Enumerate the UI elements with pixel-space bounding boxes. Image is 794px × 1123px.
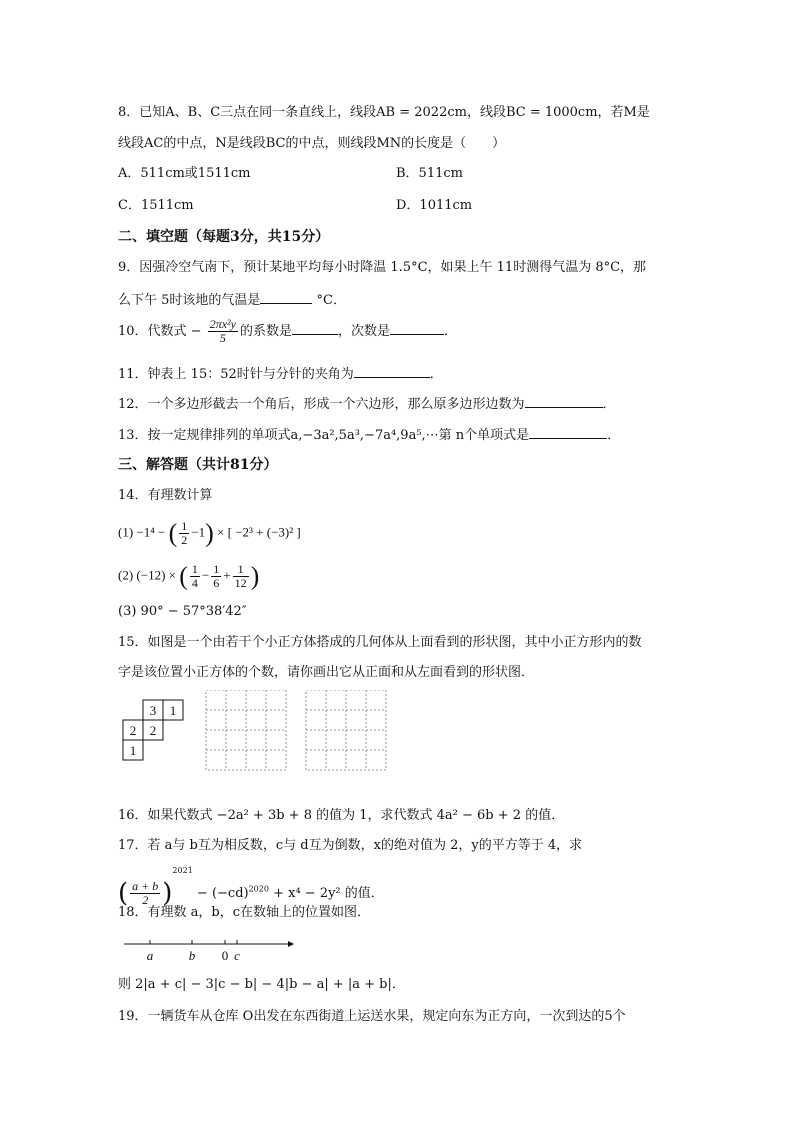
q14-part2: (2) (−12) × ( $\frac{1}{4}$ − $\frac{1}{6}$ + $\frac{1}{12}$ ) xyxy=(118,561,260,591)
q8-option-c: C．1511cm xyxy=(118,198,194,213)
section-2-title: 二、填空题（每题3分，共15分） xyxy=(118,229,330,245)
q16-line: 16．如果代数式 −2a² + 3b + 8 的值为 1，求代数式 4a² − 6b + 2 的值． xyxy=(118,808,565,823)
q17-fraction xyxy=(130,880,160,907)
q13-text: 13．按一定规律排列的单项式a,−3a²,5a³,−7a⁴,9a⁵,⋯第 n个单项式是 xyxy=(118,428,530,443)
q10-end: ． xyxy=(444,324,458,339)
q9-line2-text: 么下午 5时该地的气温是 xyxy=(118,293,261,308)
q8-line2: 线段AC的中点，N是线段BC的中点，则线段MN的长度是（ ） xyxy=(118,136,506,151)
q15-answer-grid-left[interactable] xyxy=(306,690,386,770)
q14-part2-a: (2) (−12) × xyxy=(118,567,176,583)
q10-denominator: 5 xyxy=(219,331,226,345)
q12-end: ． xyxy=(602,397,616,412)
q14-part1-a: (1) −1⁴ − xyxy=(118,524,166,540)
q13-end: ． xyxy=(607,428,621,443)
q10-numerator: 2πx²y xyxy=(209,317,236,331)
q15-cell-3: 2 xyxy=(129,723,137,738)
q15-figures xyxy=(110,690,410,774)
q12-line xyxy=(118,394,616,414)
q18-number-line xyxy=(118,934,298,966)
q17-den: 2 xyxy=(142,893,149,907)
q17-line1: 17．若 a与 b互为相反数，c与 d互为倒数，x的绝对值为 2，y的平方等于 4，求 xyxy=(118,838,583,853)
q15-answer-grid-front[interactable] xyxy=(206,690,286,770)
q8-option-b: B．511cm xyxy=(396,166,463,181)
arrow-right-icon xyxy=(288,941,294,947)
q9-answer-blank[interactable] xyxy=(260,290,312,304)
q17-expression: ( $\frac{a + b}{2}$ )$^{2021} - (-cd)^{2020} + x^4 - 2y^2$ 的值． xyxy=(118,866,384,909)
q11-end: ． xyxy=(429,367,443,382)
q10-blank-coefficient[interactable] xyxy=(292,321,338,335)
q9-line2 xyxy=(118,290,346,310)
q14-part3: (3) 90° − 57°38′42″ xyxy=(118,604,247,619)
q14-part1-fraction xyxy=(179,520,189,547)
q14-part1-c: × [ −2³ + (−3)² ] xyxy=(217,524,301,540)
q14-title: 14．有理数计算 xyxy=(118,488,213,503)
q12-answer-blank[interactable] xyxy=(525,394,603,408)
q10-blank-degree[interactable] xyxy=(390,321,444,335)
q10-prefix: 10．代数式 − xyxy=(118,324,202,339)
q10-fraction xyxy=(208,318,238,345)
q14-part1-den: 2 xyxy=(181,533,188,547)
q18-line1: 18．有理数 a，b，c在数轴上的位置如图． xyxy=(118,905,371,920)
q10-mid: 的系数是 xyxy=(239,324,292,339)
q15-line1: 15．如图是一个由若干个小正方体搭成的几何体从上面看到的形状图，其中小正方形内的数 xyxy=(118,635,642,650)
q17-rest: − (−cd) xyxy=(196,886,249,901)
q18-label-0: 0 xyxy=(221,948,229,963)
q18-label-c: c xyxy=(234,948,240,963)
q12-text: 12．一个多边形截去一个角后，形成一个六边形，那么原多边形边数为 xyxy=(118,397,525,412)
q11-text: 11．钟表上 15：52时针与分针的夹角为 xyxy=(118,367,354,382)
q8-option-a: A．511cm或1511cm xyxy=(118,166,251,181)
q17-rest2: + x⁴ − 2y² 的值． xyxy=(273,886,384,901)
q13-line xyxy=(118,425,620,445)
q11-line xyxy=(118,364,443,384)
q10-line xyxy=(118,318,457,345)
q14-part1-b: −1 xyxy=(191,524,206,540)
q14-part1-num: 1 xyxy=(181,519,188,533)
q15-cell-5: 1 xyxy=(129,743,137,758)
section-3-title: 三、解答题（共计81分） xyxy=(118,457,278,473)
q8-line1: 8．已知A、B、C三点在同一条直线上，线段AB = 2022cm，线段BC = 1000cm，若M是 xyxy=(118,105,650,120)
q18-line2: 则 2|a + c| − 3|c − b| − 4|b − a| + |a + b|． xyxy=(118,977,405,992)
q15-cell-2: 1 xyxy=(169,703,177,718)
q19-line1: 19．一辆货车从仓库 O出发在东西街道上运送水果，规定向东为正方向，一次到达的5个 xyxy=(118,1009,626,1024)
q17-exp1: 2021 xyxy=(172,866,193,875)
q18-label-b: b xyxy=(188,948,196,963)
q8-option-d: D．1011cm xyxy=(396,198,473,213)
q15-line2: 字是该位置小正方体的个数，请你画出它从正面和从左面看到的形状图． xyxy=(118,665,535,680)
q10-mid2: ，次数是 xyxy=(338,324,391,339)
q18-label-a: a xyxy=(146,948,154,963)
q14-p2-d3: 12 xyxy=(234,576,247,590)
q17-num: a + b xyxy=(132,879,159,893)
q11-answer-blank[interactable] xyxy=(354,364,430,378)
q9-line2-unit: °C． xyxy=(316,293,346,308)
q14-p2-d1: 4 xyxy=(191,576,198,590)
q14-p2-n1: 1 xyxy=(191,562,198,576)
q14-part1: (1) −1⁴ − ( $\frac{1}{2}$ −1) × [ −2³ + (−3)² ] xyxy=(118,518,301,548)
q14-p2-n2: 1 xyxy=(213,562,220,576)
q14-p2-n3: 1 xyxy=(233,563,249,577)
q9-line1: 9．因强冷空气南下，预计某地平均每小时降温 1.5°C，如果上午 11时测得气温为 8°C，那 xyxy=(118,260,647,275)
q14-p2-d2: 6 xyxy=(213,576,220,590)
q17-exp2: 2020 xyxy=(248,884,269,894)
q15-cell-1: 3 xyxy=(149,703,157,718)
q15-cell-4: 2 xyxy=(149,723,157,738)
q13-answer-blank[interactable] xyxy=(529,425,607,439)
